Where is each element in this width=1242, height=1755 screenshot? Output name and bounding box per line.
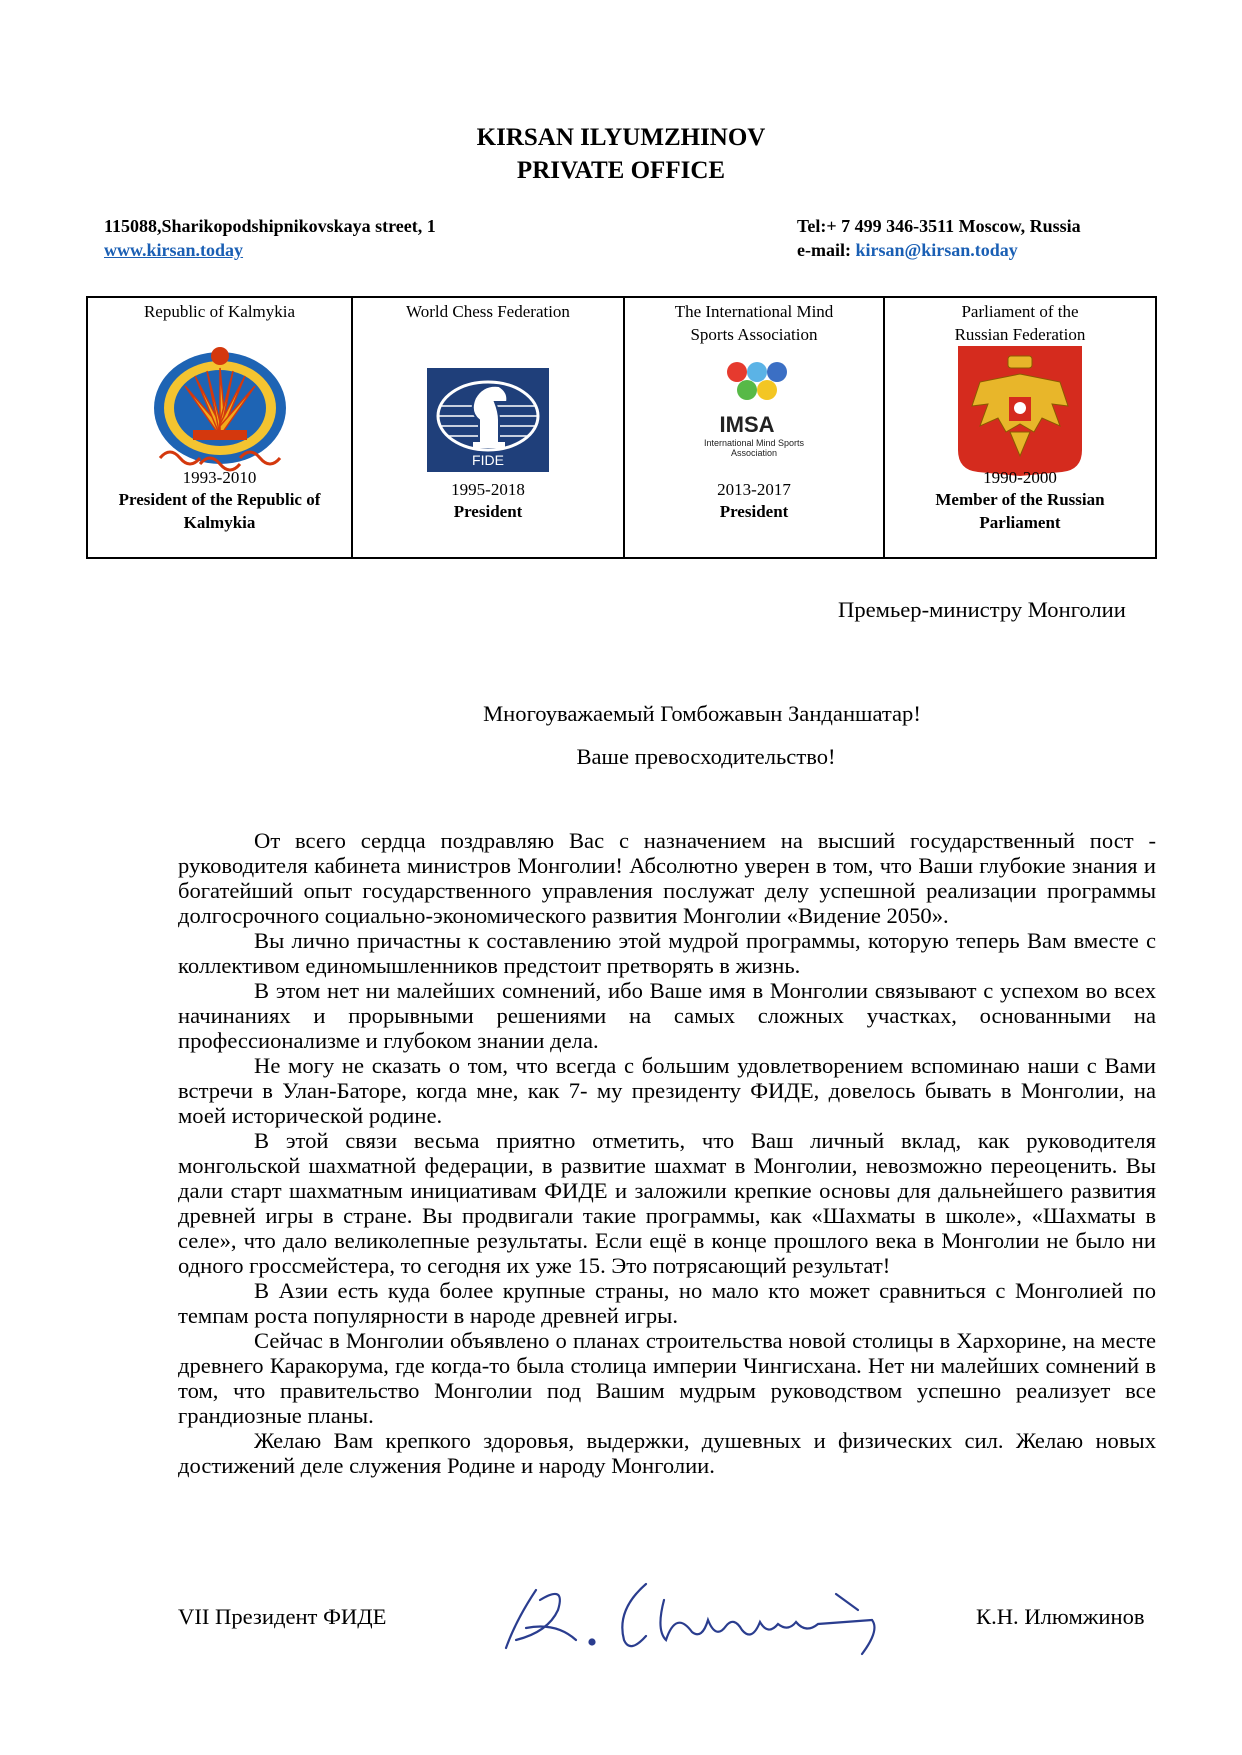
salutation: Многоуважаемый Гомбожавын Занданшатар! bbox=[483, 701, 921, 726]
org-years: 1990-2000 bbox=[983, 468, 1057, 487]
email-line bbox=[797, 240, 1018, 261]
letter-body bbox=[178, 828, 1156, 1478]
org-name: The International Mind Sports Association bbox=[674, 302, 834, 344]
imsa-logo-icon bbox=[689, 360, 819, 464]
org-name: Republic of Kalmykia bbox=[143, 302, 296, 321]
email-link[interactable]: kirsan@kirsan.today bbox=[855, 240, 1018, 260]
address: 115088,Sharikopodshipnikovskaya street, 1 bbox=[104, 216, 436, 236]
org-name: World Chess Federation bbox=[406, 302, 570, 321]
russian-coat-of-arms-icon bbox=[958, 346, 1082, 476]
org-years: 1995-2018 bbox=[451, 480, 525, 499]
paragraph: В этой связи весьма приятно отметить, что Ваш личный вклад, как руководителя монгольской шахматной федерации, в развитие шахмат в Монголии, невозможно переоценить. Вы дали старт шахматным инициативам ФИДЕ и заложили крепкие основы для дальнейшего развития древней игры в стране. Вы продвигали такие программы, как «Шахматы в школе», «Шахматы в селе», что дало великолепные результаты. Если ещё в конце прошлого века в Монголии не было ни одного гроссмейстера, то сегодня их уже 15. Это потрясающий результат! bbox=[178, 1128, 1156, 1278]
addressee: Премьер-министру Монголии bbox=[838, 597, 1126, 622]
kalmykia-emblem-icon bbox=[145, 346, 295, 478]
signature-icon bbox=[496, 1570, 886, 1660]
paragraph: В этом нет ни малейших сомнений, ибо Ваше имя в Монголии связывают с успехом во всех начинаниях и прорывными решениями на самых сложных участках, основанными на профессионализме и глубоком знании дела. bbox=[178, 978, 1156, 1053]
signer-name: К.Н. Илюмжинов bbox=[976, 1604, 1145, 1629]
imsa-logo-subtext: International Mind Sports Association bbox=[703, 438, 805, 458]
org-role: President bbox=[453, 502, 523, 521]
org-name: Parliament of the Russian Federation bbox=[954, 302, 1086, 344]
org-role: President bbox=[719, 502, 789, 521]
fide-logo-icon bbox=[427, 368, 549, 472]
paragraph: Сейчас в Монголии объявлено о планах строительства новой столицы в Хархорине, на месте древнего Каракорума, где когда-то была столица империи Чингисхана. Нет ни малейших сомнений в том, что правительство Монголии под Вашим мудрым руководством успешно реализует все грандиозные планы. bbox=[178, 1328, 1156, 1428]
org-role: President of the Republic of Kalmykia bbox=[118, 490, 321, 532]
paragraph: От всего сердца поздравляю Вас с назначением на высший государственный пост - руководителя кабинета министров Монголии! Абсолютно уверен в том, что Ваши глубокие знания и богатейший опыт государственного управления послужат делу успешной реализации программы долгосрочного социально-экономического развития Монголии «Видение 2050». bbox=[178, 828, 1156, 928]
letterhead-name: KIRSAN ILYUMZHINOV bbox=[476, 124, 766, 151]
org-years: 2013-2017 bbox=[717, 480, 791, 499]
paragraph: Желаю Вам крепкого здоровья, выдержки, душевных и физических сил. Желаю новых достижений деле служения Родине и народу Монголии. bbox=[178, 1428, 1156, 1478]
org-cell-fide bbox=[352, 297, 624, 558]
paragraph: Не могу не сказать о том, что всегда с большим удовлетворением вспоминаю наши с Вами встречи в Улан-Баторе, когда мне, как 7- му президенту ФИДЕ, довелось бывать в Монголии, на моей исторической родине. bbox=[178, 1053, 1156, 1128]
phone: Tel:+ 7 499 346-3511 Moscow, Russia bbox=[797, 216, 1081, 236]
letterhead-office: PRIVATE OFFICE bbox=[516, 157, 726, 184]
org-cell-imsa bbox=[624, 297, 884, 558]
org-cell-kalmykia bbox=[87, 297, 352, 558]
org-years: 1993-2010 bbox=[182, 468, 257, 487]
website-link[interactable]: www.kirsan.today bbox=[104, 240, 244, 260]
paragraph: Вы лично причастны к составлению этой мудрой программы, которую теперь Вам вместе с коллективом единомышленников предстоит претворять в жизнь. bbox=[178, 928, 1156, 978]
fide-logo-text: FIDE bbox=[472, 452, 504, 468]
positions-table bbox=[86, 296, 1157, 559]
paragraph: В Азии есть куда более крупные страны, но мало кто может сравниться с Монголией по темпам роста популярности в народе древней игры. bbox=[178, 1278, 1156, 1328]
excellency: Ваше превосходительство! bbox=[576, 744, 836, 769]
imsa-logo-text: IMSA bbox=[719, 412, 775, 437]
org-cell-russia bbox=[884, 297, 1156, 558]
sign-title: VII Президент ФИДЕ bbox=[178, 1604, 387, 1629]
email-label: e-mail: bbox=[797, 240, 856, 260]
org-role: Member of the Russian Parliament bbox=[935, 490, 1105, 532]
